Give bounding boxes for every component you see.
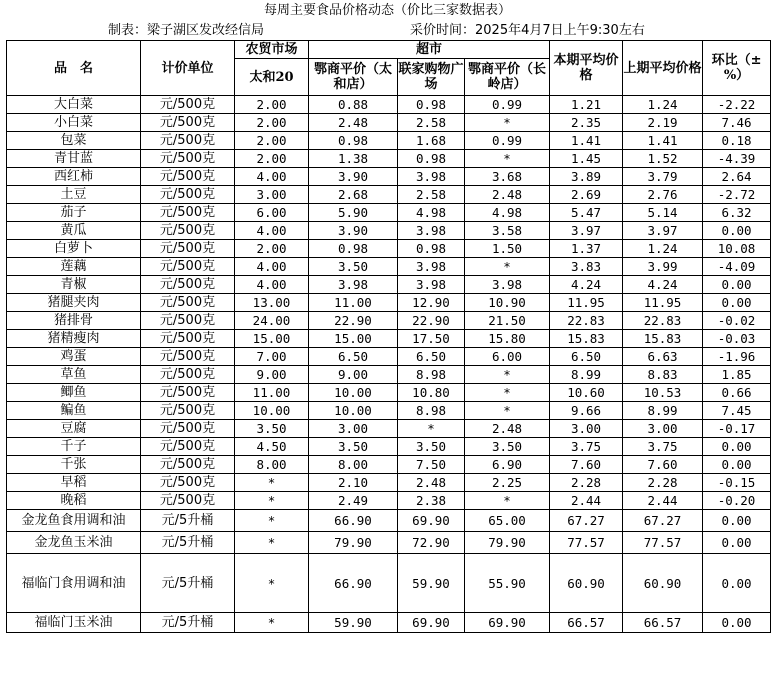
cell-ratio: -0.17 <box>703 420 771 438</box>
cell-this-avg: 66.57 <box>550 613 623 633</box>
cell-es-taihe: 3.90 <box>309 168 398 186</box>
cell-name: 豆腐 <box>7 420 141 438</box>
cell-es-taihe: 22.90 <box>309 312 398 330</box>
cell-ratio: -2.72 <box>703 186 771 204</box>
cell-name: 小白菜 <box>7 114 141 132</box>
cell-lianjia: 69.90 <box>398 613 465 633</box>
cell-es-changling: 65.00 <box>465 510 550 532</box>
cell-unit: 元/500克 <box>141 294 235 312</box>
cell-es-taihe: 3.50 <box>309 258 398 276</box>
cell-ratio: -0.20 <box>703 492 771 510</box>
table-row <box>7 240 771 258</box>
cell-es-changling: 2.25 <box>465 474 550 492</box>
cell-unit: 元/500克 <box>141 330 235 348</box>
cell-farm-taihe: 4.00 <box>235 276 309 294</box>
cell-ratio: -1.96 <box>703 348 771 366</box>
table-row <box>7 150 771 168</box>
cell-name: 鲫鱼 <box>7 384 141 402</box>
header-last-avg: 上期平均价格 <box>623 41 703 96</box>
cell-ratio: 0.00 <box>703 294 771 312</box>
cell-lianjia: 0.98 <box>398 96 465 114</box>
header-supermarket: 超市 <box>309 41 550 59</box>
header-this-avg: 本期平均价格 <box>550 41 623 96</box>
cell-name: 早稻 <box>7 474 141 492</box>
cell-farm-taihe: 3.00 <box>235 186 309 204</box>
table-row <box>7 532 771 554</box>
cell-this-avg: 1.21 <box>550 96 623 114</box>
cell-ratio: 6.32 <box>703 204 771 222</box>
cell-es-taihe: 2.68 <box>309 186 398 204</box>
cell-last-avg: 2.44 <box>623 492 703 510</box>
cell-es-taihe: 66.90 <box>309 554 398 613</box>
cell-last-avg: 3.00 <box>623 420 703 438</box>
cell-es-taihe: 79.90 <box>309 532 398 554</box>
cell-farm-taihe: 11.00 <box>235 384 309 402</box>
cell-lianjia: 8.98 <box>398 402 465 420</box>
cell-farm-taihe: 2.00 <box>235 96 309 114</box>
cell-last-avg: 66.57 <box>623 613 703 633</box>
cell-es-changling: 10.90 <box>465 294 550 312</box>
table-row <box>7 312 771 330</box>
table-row <box>7 474 771 492</box>
cell-last-avg: 1.41 <box>623 132 703 150</box>
cell-last-avg: 2.28 <box>623 474 703 492</box>
table-row <box>7 186 771 204</box>
cell-es-taihe: 6.50 <box>309 348 398 366</box>
cell-unit: 元/5升桶 <box>141 532 235 554</box>
cell-farm-taihe: 2.00 <box>235 132 309 150</box>
cell-farm-taihe: * <box>235 532 309 554</box>
cell-ratio: 0.00 <box>703 532 771 554</box>
cell-last-avg: 3.75 <box>623 438 703 456</box>
cell-unit: 元/5升桶 <box>141 554 235 613</box>
cell-name: 青甘蓝 <box>7 150 141 168</box>
cell-last-avg: 5.14 <box>623 204 703 222</box>
cell-unit: 元/500克 <box>141 438 235 456</box>
cell-this-avg: 1.45 <box>550 150 623 168</box>
cell-this-avg: 8.99 <box>550 366 623 384</box>
cell-last-avg: 3.99 <box>623 258 703 276</box>
cell-last-avg: 1.24 <box>623 96 703 114</box>
cell-es-taihe: 3.90 <box>309 222 398 240</box>
cell-ratio: 0.66 <box>703 384 771 402</box>
table-row <box>7 222 771 240</box>
cell-name: 千张 <box>7 456 141 474</box>
cell-unit: 元/500克 <box>141 366 235 384</box>
cell-farm-taihe: 3.50 <box>235 420 309 438</box>
cell-name: 大白菜 <box>7 96 141 114</box>
cell-es-taihe: 3.00 <box>309 420 398 438</box>
cell-unit: 元/500克 <box>141 456 235 474</box>
table-row <box>7 276 771 294</box>
cell-farm-taihe: * <box>235 613 309 633</box>
cell-farm-taihe: 24.00 <box>235 312 309 330</box>
cell-es-taihe: 8.00 <box>309 456 398 474</box>
cell-es-taihe: 2.48 <box>309 114 398 132</box>
cell-farm-taihe: 15.00 <box>235 330 309 348</box>
table-row <box>7 510 771 532</box>
cell-lianjia: * <box>398 420 465 438</box>
cell-unit: 元/500克 <box>141 276 235 294</box>
cell-es-changling: 79.90 <box>465 532 550 554</box>
cell-es-changling: 0.99 <box>465 96 550 114</box>
cell-last-avg: 1.24 <box>623 240 703 258</box>
cell-last-avg: 22.83 <box>623 312 703 330</box>
cell-unit: 元/500克 <box>141 348 235 366</box>
table-row <box>7 492 771 510</box>
cell-unit: 元/500克 <box>141 96 235 114</box>
cell-farm-taihe: * <box>235 554 309 613</box>
cell-farm-taihe: * <box>235 510 309 532</box>
cell-es-taihe: 2.49 <box>309 492 398 510</box>
cell-last-avg: 60.90 <box>623 554 703 613</box>
cell-farm-taihe: 4.00 <box>235 168 309 186</box>
cell-es-changling: * <box>465 492 550 510</box>
cell-unit: 元/500克 <box>141 474 235 492</box>
cell-unit: 元/5升桶 <box>141 510 235 532</box>
cell-es-changling: 2.48 <box>465 420 550 438</box>
cell-unit: 元/500克 <box>141 258 235 276</box>
cell-ratio: 0.00 <box>703 554 771 613</box>
cell-this-avg: 2.35 <box>550 114 623 132</box>
cell-name: 金龙鱼玉米油 <box>7 532 141 554</box>
cell-es-changling: 0.99 <box>465 132 550 150</box>
cell-lianjia: 10.80 <box>398 384 465 402</box>
cell-unit: 元/500克 <box>141 114 235 132</box>
cell-lianjia: 72.90 <box>398 532 465 554</box>
cell-ratio: -4.09 <box>703 258 771 276</box>
cell-es-taihe: 2.10 <box>309 474 398 492</box>
cell-name: 福临门食用调和油 <box>7 554 141 613</box>
cell-lianjia: 3.98 <box>398 258 465 276</box>
cell-farm-taihe: 10.00 <box>235 402 309 420</box>
cell-this-avg: 10.60 <box>550 384 623 402</box>
cell-lianjia: 3.50 <box>398 438 465 456</box>
cell-unit: 元/500克 <box>141 186 235 204</box>
cell-es-changling: 6.90 <box>465 456 550 474</box>
cell-es-taihe: 59.90 <box>309 613 398 633</box>
cell-unit: 元/5升桶 <box>141 613 235 633</box>
page-title: 每周主要食品价格动态（价比三家数据表） <box>263 3 511 18</box>
cell-es-changling: * <box>465 258 550 276</box>
cell-lianjia: 3.98 <box>398 276 465 294</box>
cell-lianjia: 6.50 <box>398 348 465 366</box>
cell-farm-taihe: 8.00 <box>235 456 309 474</box>
table-row <box>7 420 771 438</box>
cell-lianjia: 7.50 <box>398 456 465 474</box>
cell-this-avg: 9.66 <box>550 402 623 420</box>
cell-ratio: -2.22 <box>703 96 771 114</box>
cell-es-changling: 3.50 <box>465 438 550 456</box>
cell-name: 莲藕 <box>7 258 141 276</box>
cell-farm-taihe: * <box>235 492 309 510</box>
table-row <box>7 456 771 474</box>
cell-this-avg: 2.28 <box>550 474 623 492</box>
cell-lianjia: 12.90 <box>398 294 465 312</box>
table-row <box>7 96 771 114</box>
cell-es-changling: 3.58 <box>465 222 550 240</box>
cell-es-changling: 21.50 <box>465 312 550 330</box>
cell-ratio: 0.18 <box>703 132 771 150</box>
cell-es-taihe: 0.98 <box>309 240 398 258</box>
table-maker: 制表：梁子湖区发改经信局 <box>108 23 265 38</box>
cell-es-taihe: 3.98 <box>309 276 398 294</box>
cell-es-taihe: 10.00 <box>309 384 398 402</box>
cell-unit: 元/500克 <box>141 402 235 420</box>
cell-name: 猪腿夹肉 <box>7 294 141 312</box>
cell-this-avg: 3.75 <box>550 438 623 456</box>
cell-name: 鳊鱼 <box>7 402 141 420</box>
cell-name: 黄瓜 <box>7 222 141 240</box>
cell-ratio: 0.00 <box>703 613 771 633</box>
cell-ratio: 0.00 <box>703 510 771 532</box>
cell-name: 白萝卜 <box>7 240 141 258</box>
cell-es-changling: 2.48 <box>465 186 550 204</box>
cell-lianjia: 0.98 <box>398 150 465 168</box>
header-farm-market: 农贸市场 <box>235 41 309 59</box>
cell-this-avg: 2.44 <box>550 492 623 510</box>
cell-ratio: 1.85 <box>703 366 771 384</box>
cell-farm-taihe: 4.00 <box>235 258 309 276</box>
cell-ratio: 0.00 <box>703 276 771 294</box>
cell-name: 金龙鱼食用调和油 <box>7 510 141 532</box>
cell-last-avg: 15.83 <box>623 330 703 348</box>
cell-this-avg: 2.69 <box>550 186 623 204</box>
cell-es-taihe: 9.00 <box>309 366 398 384</box>
cell-this-avg: 11.95 <box>550 294 623 312</box>
header-name: 品 名 <box>7 41 141 96</box>
cell-this-avg: 6.50 <box>550 348 623 366</box>
cell-ratio: -0.15 <box>703 474 771 492</box>
table-header <box>7 41 771 96</box>
cell-lianjia: 59.90 <box>398 554 465 613</box>
cell-last-avg: 11.95 <box>623 294 703 312</box>
header-unit: 计价单位 <box>141 41 235 96</box>
cell-es-changling: * <box>465 150 550 168</box>
cell-es-changling: 3.68 <box>465 168 550 186</box>
cell-name: 鸡蛋 <box>7 348 141 366</box>
table-row <box>7 258 771 276</box>
cell-lianjia: 17.50 <box>398 330 465 348</box>
cell-es-taihe: 11.00 <box>309 294 398 312</box>
cell-farm-taihe: 4.50 <box>235 438 309 456</box>
cell-es-taihe: 66.90 <box>309 510 398 532</box>
cell-es-taihe: 0.88 <box>309 96 398 114</box>
cell-ratio: 7.45 <box>703 402 771 420</box>
table-row <box>7 168 771 186</box>
cell-ratio: -4.39 <box>703 150 771 168</box>
cell-ratio: -0.03 <box>703 330 771 348</box>
cell-name: 土豆 <box>7 186 141 204</box>
cell-this-avg: 3.83 <box>550 258 623 276</box>
header-ratio: 环比（±%） <box>703 41 771 96</box>
table-row <box>7 204 771 222</box>
cell-name: 猪精瘦肉 <box>7 330 141 348</box>
cell-ratio: 0.00 <box>703 456 771 474</box>
cell-last-avg: 1.52 <box>623 150 703 168</box>
cell-unit: 元/500克 <box>141 312 235 330</box>
cell-this-avg: 7.60 <box>550 456 623 474</box>
table-row <box>7 330 771 348</box>
table-row <box>7 438 771 456</box>
cell-this-avg: 15.83 <box>550 330 623 348</box>
cell-name: 猪排骨 <box>7 312 141 330</box>
cell-name: 福临门玉米油 <box>7 613 141 633</box>
cell-name: 青椒 <box>7 276 141 294</box>
cell-this-avg: 1.41 <box>550 132 623 150</box>
table-row <box>7 554 771 613</box>
cell-unit: 元/500克 <box>141 150 235 168</box>
cell-farm-taihe: 2.00 <box>235 150 309 168</box>
table-row <box>7 294 771 312</box>
cell-this-avg: 3.00 <box>550 420 623 438</box>
cell-this-avg: 4.24 <box>550 276 623 294</box>
price-table <box>6 40 771 633</box>
cell-last-avg: 77.57 <box>623 532 703 554</box>
table-row <box>7 114 771 132</box>
header-es-changling: 鄂商平价（长岭店） <box>465 59 550 96</box>
cell-name: 西红柿 <box>7 168 141 186</box>
sheet-meta <box>0 22 775 40</box>
cell-name: 晚稻 <box>7 492 141 510</box>
table-row <box>7 402 771 420</box>
cell-this-avg: 77.57 <box>550 532 623 554</box>
cell-es-taihe: 1.38 <box>309 150 398 168</box>
cell-es-changling: * <box>465 384 550 402</box>
cell-last-avg: 10.53 <box>623 384 703 402</box>
cell-farm-taihe: * <box>235 474 309 492</box>
cell-unit: 元/500克 <box>141 168 235 186</box>
cell-unit: 元/500克 <box>141 222 235 240</box>
cell-ratio: 0.00 <box>703 438 771 456</box>
cell-this-avg: 67.27 <box>550 510 623 532</box>
cell-last-avg: 3.97 <box>623 222 703 240</box>
table-row <box>7 384 771 402</box>
cell-ratio: 2.64 <box>703 168 771 186</box>
cell-last-avg: 3.79 <box>623 168 703 186</box>
header-farm-taihe: 太和20 <box>235 59 309 96</box>
cell-last-avg: 8.99 <box>623 402 703 420</box>
cell-unit: 元/500克 <box>141 132 235 150</box>
cell-farm-taihe: 4.00 <box>235 222 309 240</box>
cell-last-avg: 2.76 <box>623 186 703 204</box>
cell-es-taihe: 5.90 <box>309 204 398 222</box>
cell-es-taihe: 0.98 <box>309 132 398 150</box>
cell-es-changling: 1.50 <box>465 240 550 258</box>
cell-ratio: 0.00 <box>703 222 771 240</box>
cell-es-changling: * <box>465 402 550 420</box>
table-row <box>7 348 771 366</box>
collect-time: 采价时间：2025年4月7日上午9:30左右 <box>410 23 645 38</box>
table-body <box>7 96 771 633</box>
header-es-taihe: 鄂商平价（太和店） <box>309 59 398 96</box>
cell-unit: 元/500克 <box>141 240 235 258</box>
cell-es-taihe: 10.00 <box>309 402 398 420</box>
cell-name: 包菜 <box>7 132 141 150</box>
cell-es-changling: 3.98 <box>465 276 550 294</box>
cell-es-taihe: 3.50 <box>309 438 398 456</box>
cell-es-taihe: 15.00 <box>309 330 398 348</box>
cell-name: 千子 <box>7 438 141 456</box>
cell-this-avg: 3.97 <box>550 222 623 240</box>
cell-es-changling: 69.90 <box>465 613 550 633</box>
cell-lianjia: 22.90 <box>398 312 465 330</box>
cell-lianjia: 2.58 <box>398 186 465 204</box>
cell-lianjia: 8.98 <box>398 366 465 384</box>
table-row <box>7 613 771 633</box>
cell-unit: 元/500克 <box>141 420 235 438</box>
cell-last-avg: 4.24 <box>623 276 703 294</box>
cell-last-avg: 6.63 <box>623 348 703 366</box>
cell-last-avg: 8.83 <box>623 366 703 384</box>
cell-name: 草鱼 <box>7 366 141 384</box>
cell-lianjia: 1.68 <box>398 132 465 150</box>
cell-lianjia: 0.98 <box>398 240 465 258</box>
cell-this-avg: 1.37 <box>550 240 623 258</box>
table-row <box>7 132 771 150</box>
cell-es-changling: 6.00 <box>465 348 550 366</box>
cell-es-changling: 4.98 <box>465 204 550 222</box>
cell-farm-taihe: 2.00 <box>235 114 309 132</box>
cell-this-avg: 3.89 <box>550 168 623 186</box>
cell-this-avg: 22.83 <box>550 312 623 330</box>
header-lianjia: 联家购物广场 <box>398 59 465 96</box>
cell-lianjia: 3.98 <box>398 222 465 240</box>
cell-lianjia: 2.38 <box>398 492 465 510</box>
cell-farm-taihe: 6.00 <box>235 204 309 222</box>
cell-ratio: -0.02 <box>703 312 771 330</box>
cell-es-changling: * <box>465 366 550 384</box>
cell-unit: 元/500克 <box>141 492 235 510</box>
cell-lianjia: 2.58 <box>398 114 465 132</box>
cell-farm-taihe: 2.00 <box>235 240 309 258</box>
table-row <box>7 366 771 384</box>
cell-farm-taihe: 9.00 <box>235 366 309 384</box>
cell-last-avg: 67.27 <box>623 510 703 532</box>
cell-es-changling: 55.90 <box>465 554 550 613</box>
cell-ratio: 10.08 <box>703 240 771 258</box>
cell-es-changling: 15.80 <box>465 330 550 348</box>
cell-name: 茄子 <box>7 204 141 222</box>
cell-lianjia: 3.98 <box>398 168 465 186</box>
cell-this-avg: 5.47 <box>550 204 623 222</box>
cell-last-avg: 7.60 <box>623 456 703 474</box>
cell-unit: 元/500克 <box>141 204 235 222</box>
cell-lianjia: 69.90 <box>398 510 465 532</box>
cell-farm-taihe: 7.00 <box>235 348 309 366</box>
cell-es-changling: * <box>465 114 550 132</box>
cell-ratio: 7.46 <box>703 114 771 132</box>
cell-this-avg: 60.90 <box>550 554 623 613</box>
cell-last-avg: 2.19 <box>623 114 703 132</box>
cell-unit: 元/500克 <box>141 384 235 402</box>
cell-lianjia: 2.48 <box>398 474 465 492</box>
cell-farm-taihe: 13.00 <box>235 294 309 312</box>
cell-lianjia: 4.98 <box>398 204 465 222</box>
